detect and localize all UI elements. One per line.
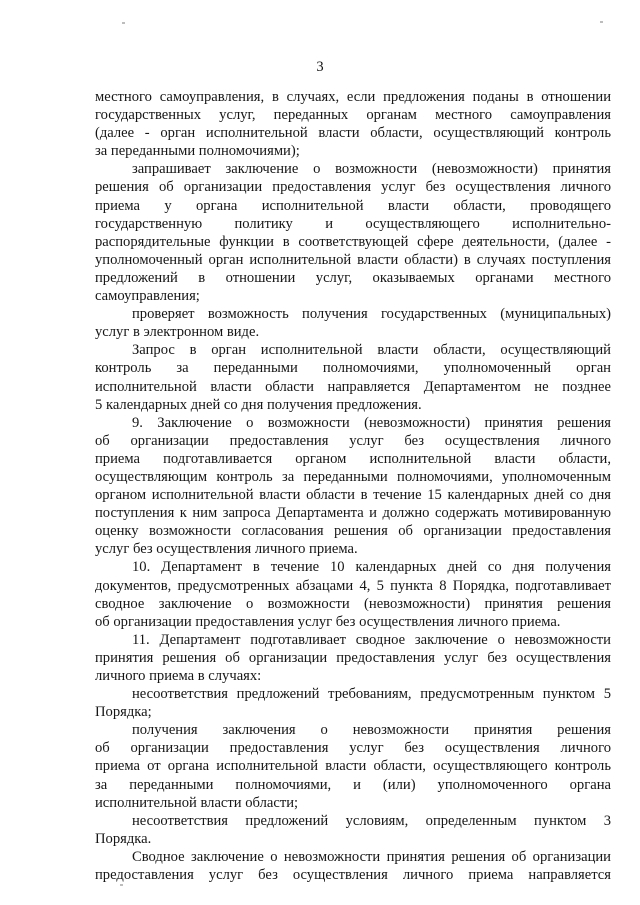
text-line: самоуправления; xyxy=(95,288,200,305)
text-line: запрашивает заключение о возможности (невозможности) принятия xyxy=(132,161,611,178)
page-number: 3 xyxy=(316,59,324,75)
text-line: 5 календарных дней со дня получения предложения. xyxy=(95,396,422,413)
text-line: исполнительной власти области; xyxy=(95,794,299,811)
text-line: об организации предоставления услуг без осуществления личного xyxy=(95,740,611,757)
text-line: исполнительной власти области направляется Департаментом не позднее xyxy=(95,378,611,395)
text-line: (далее - орган исполнительной власти области, осуществляющий контроль xyxy=(95,125,611,142)
text-line: документов, предусмотренных абзацами 4, 5 пункта 8 Порядка, подготавливает xyxy=(95,577,611,594)
text-line: 11. Департамент подготавливает сводное заключение о невозможности xyxy=(132,631,611,648)
text-line: местного самоуправления, в случаях, если предложения поданы в отношении xyxy=(95,89,611,105)
text-line: 10. Департамент в течение 10 календарных дней со дня получения xyxy=(132,559,611,576)
text-line: контроль за переданными полномочиями, уполномоченный орган xyxy=(95,360,611,377)
text-line: об организации предоставления услуг без осуществления личного приема. xyxy=(95,613,561,630)
text-line: приема у органа исполнительной власти области, проводящего xyxy=(95,197,611,214)
text-line: за переданными полномочиями); xyxy=(95,143,300,160)
text-line: несоответствия предложений условиям, определенным пунктом 3 xyxy=(132,812,611,829)
text-line: 9. Заключение о возможности (невозможности) принятия решения xyxy=(132,414,611,431)
text-line: осуществляющим контроль за переданными полномочиями, уполномоченным xyxy=(95,468,611,485)
text-line: Порядка. xyxy=(95,830,152,847)
text-line: приема от органа исполнительной власти области, осуществляющего контроль xyxy=(95,758,611,775)
text-line: принятия решения об организации предоставления услуг без осуществления xyxy=(95,649,611,666)
text-line: личного приема в случаях: xyxy=(95,668,262,684)
text-line: уполномоченный орган исполнительной власти области) в случаях поступления xyxy=(95,251,611,268)
text-line: Сводное заключение о невозможности принятия решения об организации xyxy=(132,848,611,865)
text-line: сводное заключение о возможности (невозможности) принятия решения xyxy=(95,595,611,612)
text-line: предложений в отношении услуг, оказываемых органами местного xyxy=(95,269,611,286)
text-line: оценку возможности согласования решения об организации предоставления xyxy=(95,523,611,540)
text-line: распорядительные функции в соответствующей сфере деятельности, (далее - xyxy=(95,233,611,250)
text-line: проверяет возможность получения государственных (муниципальных) xyxy=(132,306,611,323)
text-line: поступления к ним запроса Департамента и должно содержать мотивированную xyxy=(95,505,611,522)
text-line: Запрос в орган исполнительной власти области, осуществляющий xyxy=(132,342,611,359)
text-line: услуг в электронном виде. xyxy=(95,324,260,341)
text-line: за переданными полномочиями, и (или) уполномоченного органа xyxy=(95,776,611,793)
scan-speck xyxy=(600,21,603,23)
scan-speck xyxy=(122,22,125,24)
text-line: об организации предоставления услуг без осуществления личного xyxy=(95,432,611,449)
text-line: решения об организации предоставления услуг без осуществления личного xyxy=(95,179,611,196)
text-line: государственных услуг, переданных органам местного самоуправления xyxy=(95,107,611,124)
text-line: государственную политику и осуществляющего исполнительно- xyxy=(95,215,611,232)
text-line: получения заключения о невозможности принятия решения xyxy=(132,722,611,739)
text-line: органом исполнительной власти области в течение 15 календарных дней со дня xyxy=(95,487,611,504)
text-line: Порядка; xyxy=(95,704,152,721)
text-line: несоответствия предложений требованиям, предусмотренным пунктом 5 xyxy=(132,686,611,703)
document-body xyxy=(95,88,611,884)
text-line: приема подготавливается органом исполнительной власти области, xyxy=(95,450,611,467)
text-line: услуг без осуществления личного приема. xyxy=(95,541,358,558)
text-line: предоставления услуг без осуществления личного приема направляется xyxy=(95,867,611,884)
scan-speck xyxy=(120,884,123,886)
